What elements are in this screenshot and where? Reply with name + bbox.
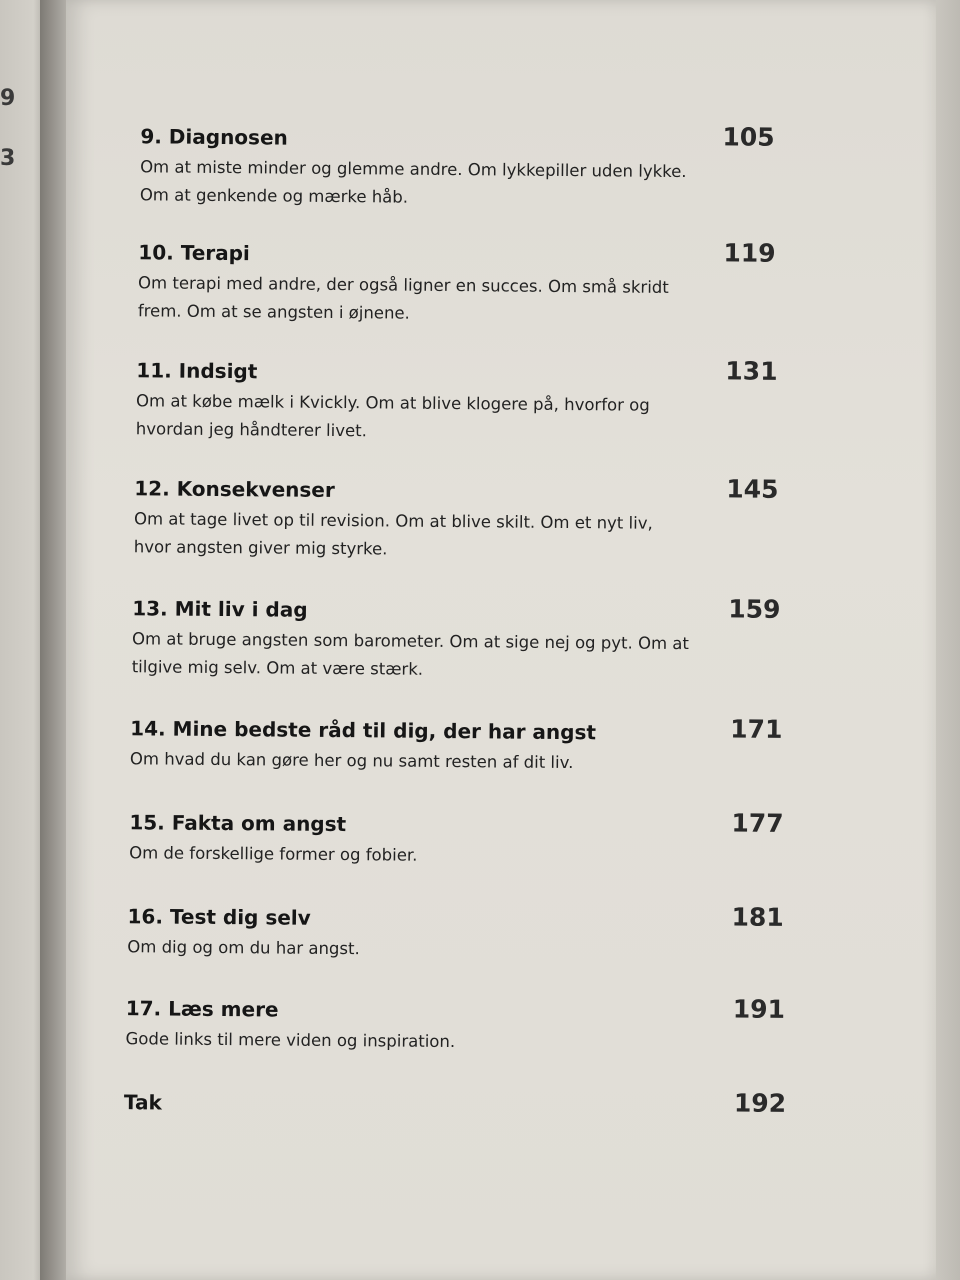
chapter-description: Om de forskellige former og fobier. bbox=[129, 843, 418, 865]
toc-entry[interactable] bbox=[129, 809, 789, 873]
chapter-title: 10. Terapi bbox=[138, 240, 250, 266]
left-page-number: 9 bbox=[0, 86, 16, 111]
chapter-title: 11. Indsigt bbox=[136, 358, 258, 384]
toc-entry[interactable] bbox=[130, 715, 790, 779]
chapter-description: Om at bruge angsten som barometer. Om at sige nej og pyt. Om at tilgive mig selv. Om at være stærk. bbox=[131, 629, 689, 679]
toc-entry[interactable] bbox=[125, 995, 785, 1059]
chapter-description: Om terapi med andre, der også ligner en succes. Om små skridt frem. Om at se angsten i øjnene. bbox=[137, 273, 669, 323]
chapter-page-number: 192 bbox=[733, 1088, 787, 1118]
toc-entry[interactable] bbox=[140, 123, 801, 215]
chapter-page-number: 159 bbox=[728, 594, 781, 624]
toc-entry[interactable] bbox=[123, 1088, 787, 1121]
chapter-title: 9. Diagnosen bbox=[140, 124, 288, 150]
chapter-title: 13. Mit liv i dag bbox=[132, 596, 308, 622]
chapter-page-number: 145 bbox=[726, 474, 779, 504]
chapter-description: Om dig og om du har angst. bbox=[127, 937, 360, 959]
chapter-page-number: 191 bbox=[732, 994, 786, 1024]
chapter-page-number: 181 bbox=[731, 902, 784, 932]
chapter-title: 15. Fakta om angst bbox=[129, 810, 347, 837]
toc-entry[interactable] bbox=[127, 903, 787, 967]
chapter-title: 14. Mine bedste råd til dig, der har angst bbox=[130, 716, 597, 745]
toc-entry[interactable] bbox=[134, 475, 795, 567]
toc-entry[interactable] bbox=[132, 595, 793, 687]
toc-entry[interactable] bbox=[138, 239, 799, 331]
chapter-description: Om at tage livet op til revision. Om at blive skilt. Om et nyt liv, hvor angsten giver mig styrke. bbox=[133, 509, 653, 559]
chapter-page-number: 119 bbox=[723, 238, 776, 268]
chapter-description: Om hvad du kan gøre her og nu samt resten af dit liv. bbox=[129, 749, 574, 773]
chapter-description: Om at miste minder og glemme andre. Om lykkepiller uden lykke. Om at genkende og mærke håb. bbox=[139, 157, 687, 207]
chapter-title: Tak bbox=[123, 1090, 162, 1115]
chapter-title: 16. Test dig selv bbox=[127, 904, 311, 930]
chapter-description: Gode links til mere viden og inspiration. bbox=[125, 1029, 456, 1052]
chapter-page-number: 177 bbox=[731, 808, 784, 838]
chapter-page-number: 131 bbox=[725, 356, 778, 386]
toc-entry[interactable] bbox=[136, 357, 797, 449]
chapter-title: 12. Konsekvenser bbox=[134, 476, 335, 502]
chapter-page-number: 171 bbox=[730, 714, 783, 744]
left-page-number: 3 bbox=[0, 146, 16, 171]
chapter-page-number: 105 bbox=[722, 122, 775, 152]
chapter-description: Om at købe mælk i Kvickly. Om at blive klogere på, hvorfor og hvordan jeg håndterer livet. bbox=[135, 391, 650, 441]
chapter-title: 17. Læs mere bbox=[125, 996, 279, 1022]
